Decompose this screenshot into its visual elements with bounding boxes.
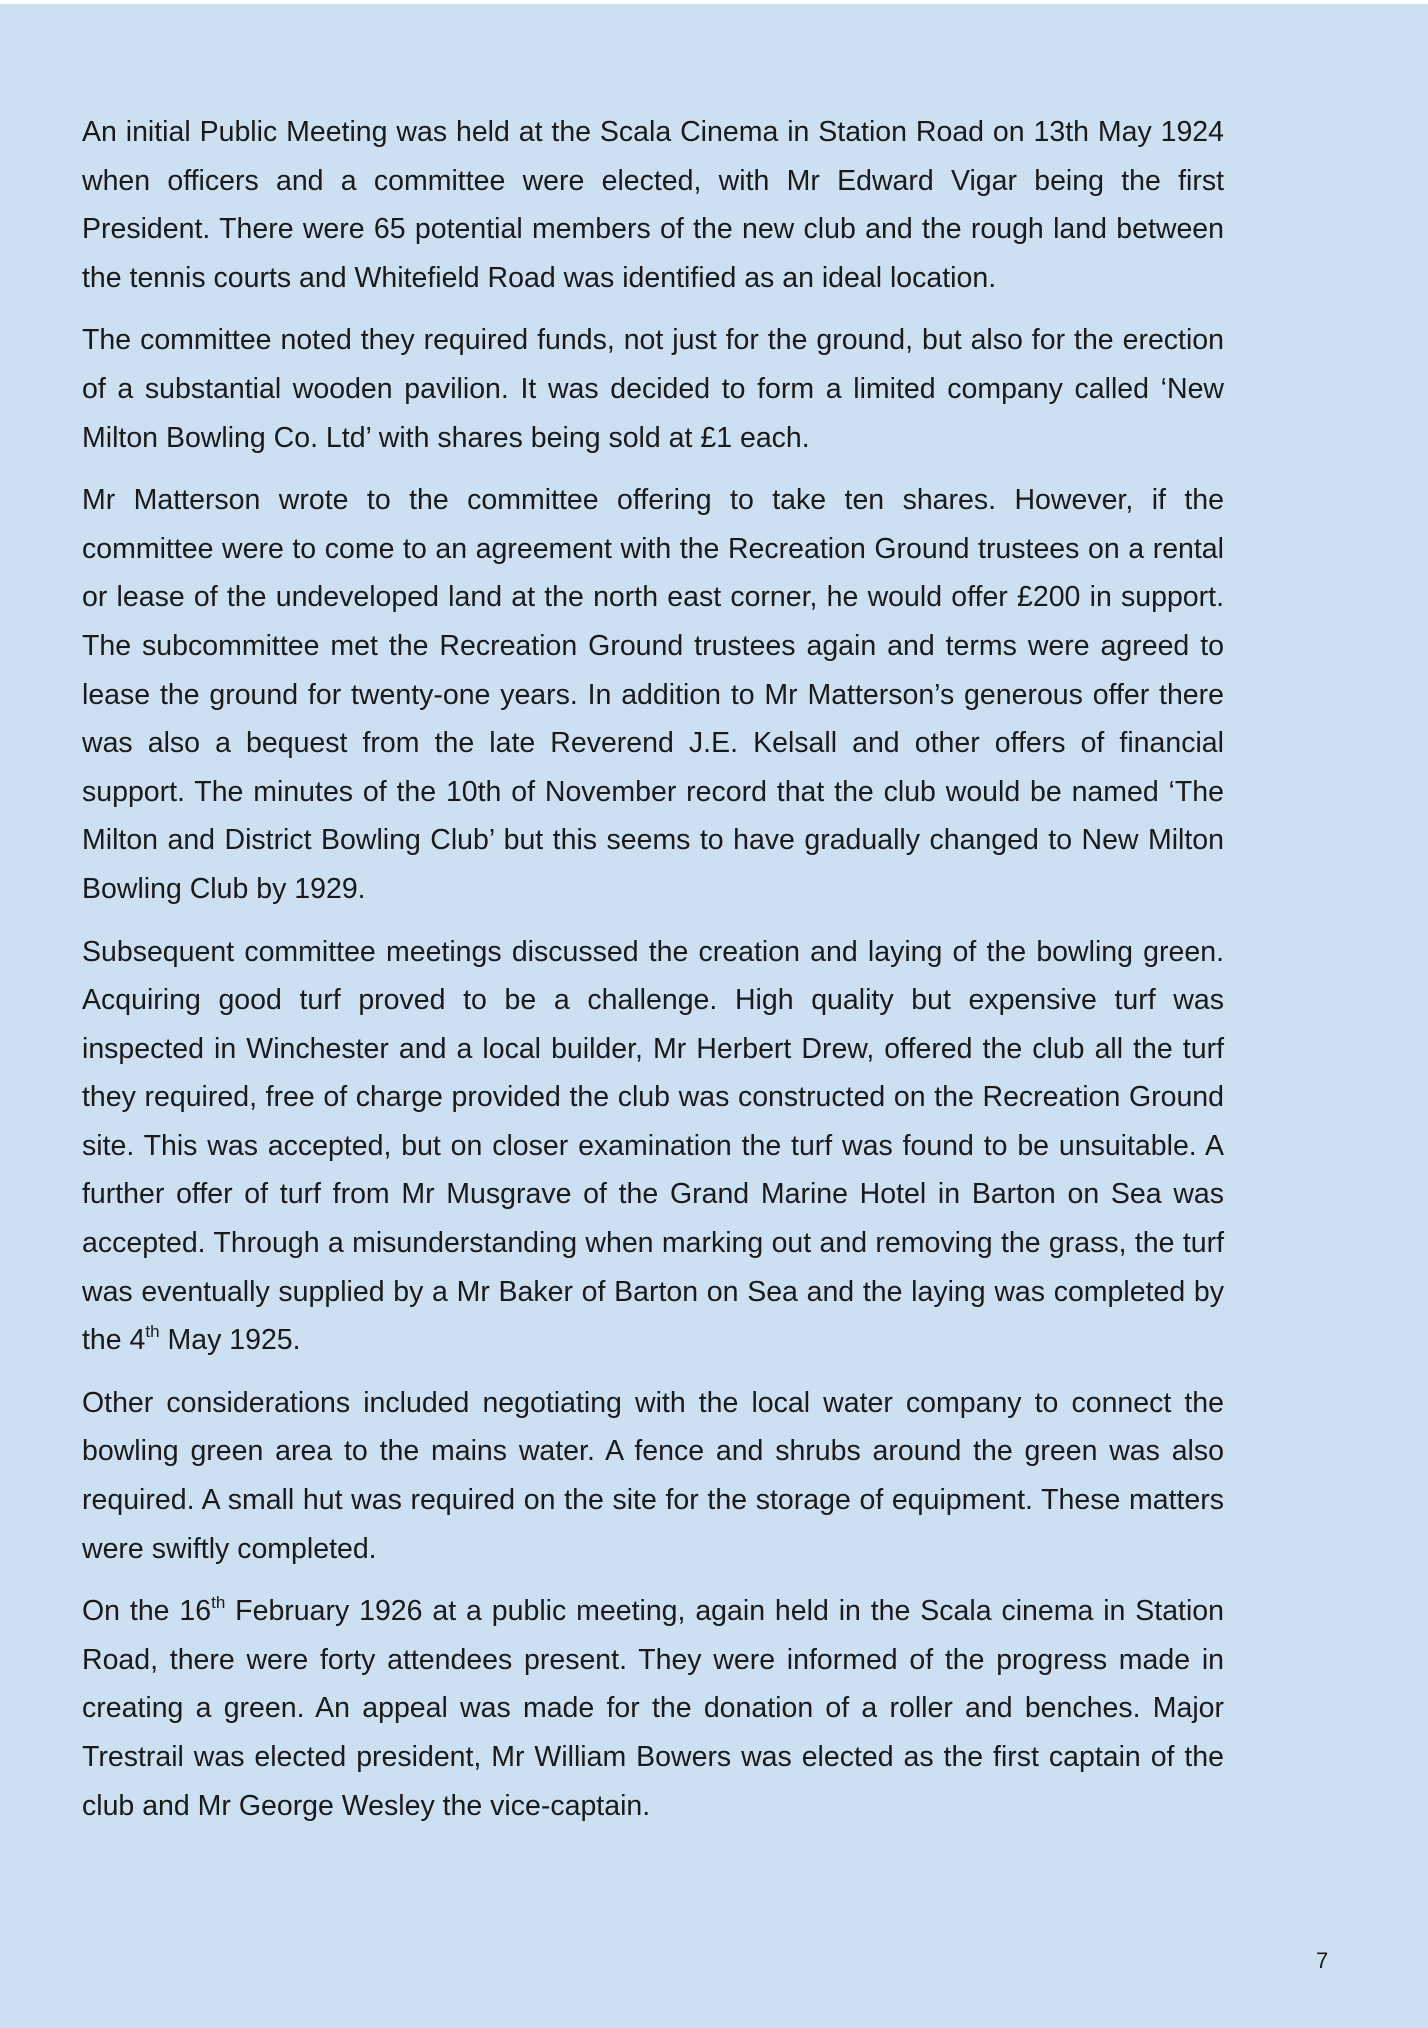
paragraph-bowling-green-text: Subsequent committee meetings discussed the creation and laying of the bowling green. Acquiring good turf proved to be a challenge. High quality but expensive turf was inspected in Winchester and a local builder, Mr Herbert Drew, offered the club all the turf they required, free of charge provided the club was constructed on the Recreation Ground site. This was accepted, but on closer examination the turf was found to be unsuitable. A further offer of turf from Mr Musgrave of the Grand Marine Hotel in Barton on Sea was accepted. Through a misunderstanding when marking out and removing the grass, the turf was eventually supplied by a Mr Baker of Barton on Sea and the laying was completed by the 4 (82, 935, 1224, 1357)
paragraph-1926-meeting-start: On the 16 (82, 1595, 212, 1628)
body-text (82, 108, 1224, 1844)
paragraph-water-fence: Other considerations included negotiating with the local water company to connect the bowling green area to the mains water. A fence and shrubs around the green was also required. A small hut was required on the site for the storage of equipment. These matters were swiftly completed. (82, 1386, 1224, 1565)
paragraph-funds: The committee noted they required funds, not just for the ground, but also for the erection of a substantial wooden pavilion. It was decided to form a limited company called ‘New Milton Bowling Co. Ltd’ with shares being sold at £1 each. (82, 324, 1224, 454)
paragraph-bowling-green-end: May 1925. (159, 1324, 301, 1357)
ordinal-suffix: th (211, 1592, 226, 1612)
paragraph-bowling-green (82, 928, 1224, 1365)
paragraph-matterson-offer: Mr Matterson wrote to the committee offering to take ten shares. However, if the committee were to come to an agreement with the Recreation Ground trustees on a rental or lease of the undeveloped land at the north east corner, he would offer £200 in support. The subcommittee met the Recreation Ground trustees again and terms were agreed to lease the ground for twenty-one years. In addition to Mr Matterson’s generous offer there was also a bequest from the late Reverend J.E. Kelsall and other offers of financial support. The minutes of the 10th of November record that the club would be named ‘The Milton and District Bowling Club’ but this seems to have gradually changed to New Milton Bowling Club by 1929. (82, 484, 1224, 905)
page-number: 7 (1316, 1948, 1329, 1973)
ordinal-suffix: th (145, 1321, 160, 1341)
paragraph-1926-meeting (82, 1587, 1224, 1830)
paragraph-public-meeting: An initial Public Meeting was held at the Scala Cinema in Station Road on 13th May 1924 when officers and a committee were elected, with Mr Edward Vigar being the first President. There were 65 potential members of the new club and the rough land between the tennis courts and Whitefield Road was identified as an ideal location. (82, 116, 1224, 294)
document-page (0, 4, 1428, 2028)
paragraph-1926-meeting-text: February 1926 at a public meeting, again held in the Scala cinema in Station Road, there were forty attendees present. They were informed of the progress made in creating a green. An appeal was made for the donation of a roller and benches. Major Trestrail was elected president, Mr William Bowers was elected as the first captain of the club and Mr George Wesley the vice-captain. (82, 1595, 1224, 1822)
